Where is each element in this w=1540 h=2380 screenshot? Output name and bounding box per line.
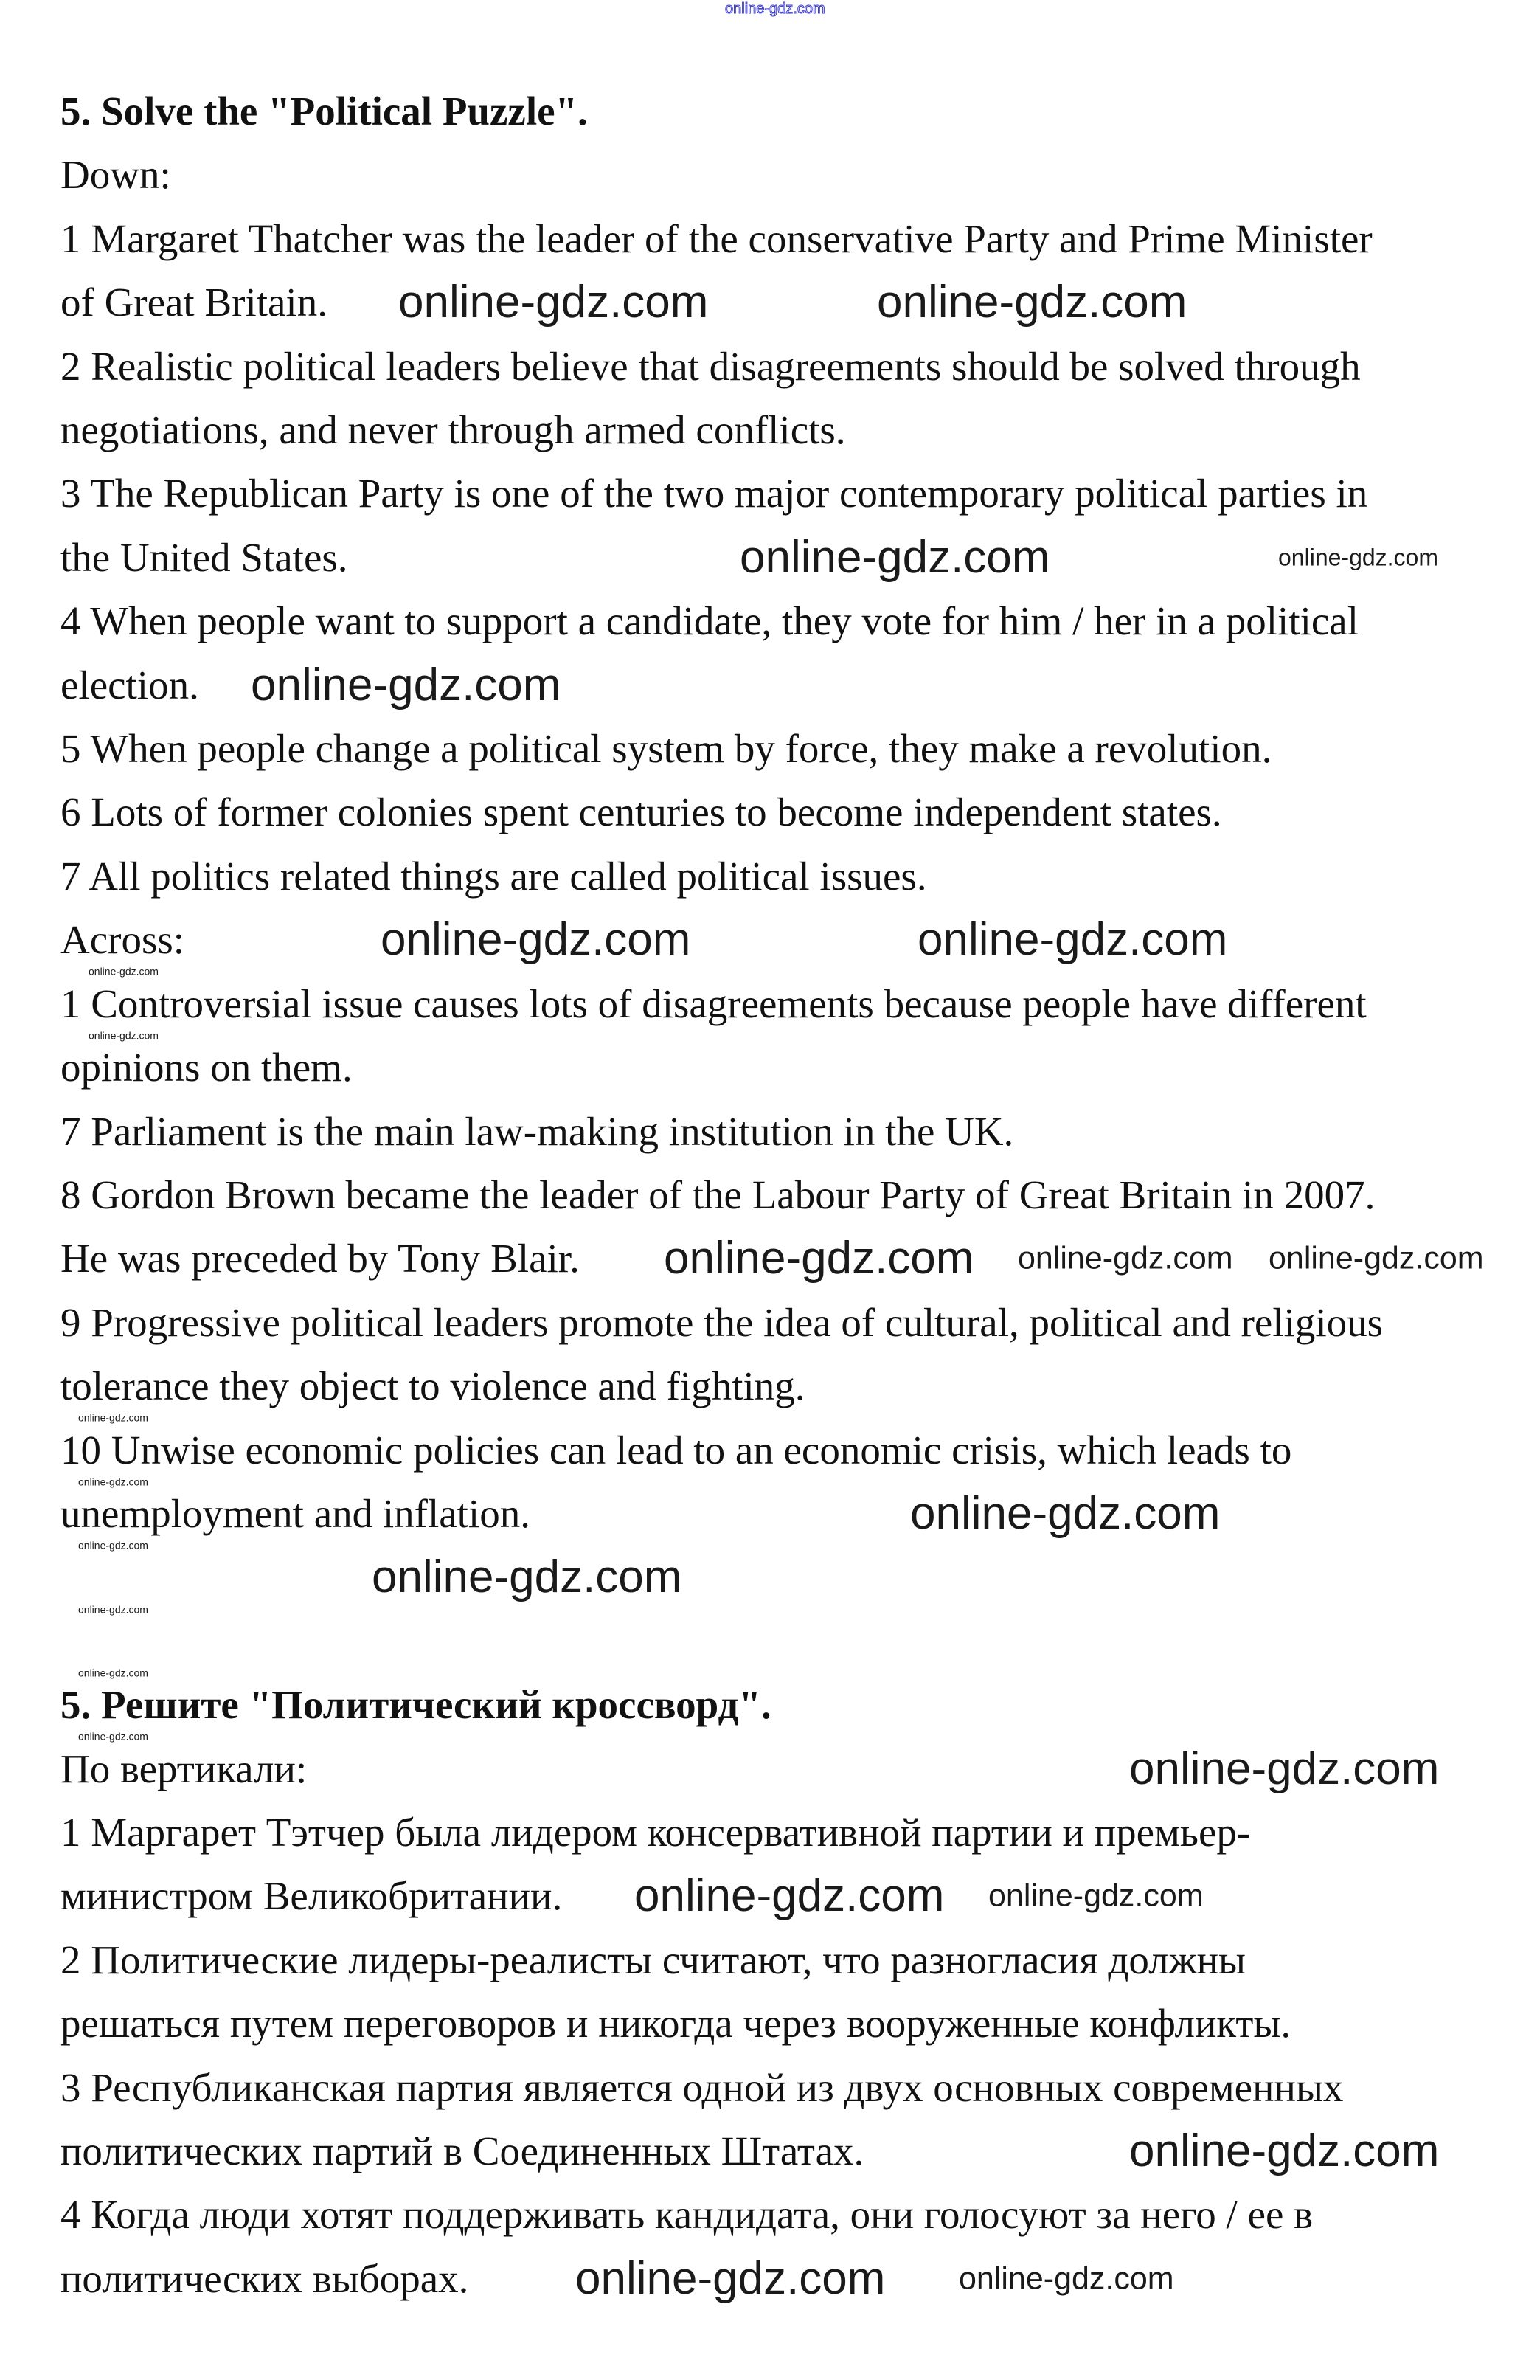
watermark: online-gdz.com bbox=[664, 1232, 974, 1284]
clue-line: 6 Lots of former colonies spent centuries to become independent states. bbox=[60, 789, 1222, 835]
watermark: online-gdz.com bbox=[1269, 1240, 1484, 1276]
clue-line: election. bbox=[60, 662, 199, 708]
clue-line: 1 Margaret Thatcher was the leader of the conservative Party and Prime Minister bbox=[60, 215, 1373, 261]
watermark: online-gdz.com bbox=[78, 1411, 148, 1424]
watermark: online-gdz.com bbox=[1129, 2125, 1440, 2176]
watermark: online-gdz.com bbox=[918, 913, 1228, 965]
clue-line: 8 Gordon Brown became the leader of the Labour Party of Great Britain in 2007. bbox=[60, 1172, 1376, 1217]
watermark: online-gdz.com bbox=[89, 1029, 159, 1042]
clue-line: 2 Политические лидеры-реалисты считают, что разногласия должны bbox=[60, 1937, 1246, 1982]
clue-line: the United States. bbox=[60, 534, 348, 580]
watermark: online-gdz.com bbox=[959, 2260, 1174, 2297]
clue-line: решаться путем переговоров и никогда через вооруженные конфликты. bbox=[60, 2001, 1291, 2047]
clue-line: 10 Unwise economic policies can lead to an economic crisis, which leads to bbox=[60, 1427, 1292, 1473]
watermark: online-gdz.com bbox=[634, 1869, 945, 1921]
clue-line: 7 Parliament is the main law-making institution in the UK. bbox=[60, 1108, 1014, 1154]
watermark: online-gdz.com bbox=[1018, 1240, 1233, 1276]
clue-line: политических партий в Соединенных Штатах. bbox=[60, 2128, 864, 2173]
watermark: online-gdz.com bbox=[988, 1878, 1204, 1914]
document-body bbox=[60, 80, 1506, 2311]
watermark: online-gdz.com bbox=[251, 659, 561, 710]
watermark: online-gdz.com bbox=[398, 276, 709, 328]
clue-line: opinions on them. bbox=[60, 1045, 353, 1090]
watermark: online-gdz.com bbox=[78, 1730, 148, 1743]
down-label-ru: По вертикали: bbox=[60, 1746, 308, 1791]
clue-line: 9 Progressive political leaders promote the idea of cultural, political and religious bbox=[60, 1299, 1384, 1345]
across-label-en: Across: bbox=[60, 917, 185, 963]
clue-line: unemployment and inflation. bbox=[60, 1490, 530, 1536]
clue-line: 1 Controversial issue causes lots of disagreements because people have different bbox=[60, 980, 1367, 1026]
clue-line: политических выборах. bbox=[60, 2255, 469, 2301]
watermark: online-gdz.com bbox=[381, 913, 691, 965]
section-title-ru: 5. Решите "Политический кроссворд". bbox=[60, 1682, 771, 1728]
watermark: online-gdz.com bbox=[78, 1539, 148, 1552]
watermark: online-gdz.com bbox=[372, 1551, 682, 1602]
watermark: online-gdz.com bbox=[1129, 1743, 1440, 1794]
watermark: online-gdz.com bbox=[910, 1487, 1221, 1539]
clue-line: 7 All politics related things are called political issues. bbox=[60, 853, 927, 899]
clue-line: of Great Britain. bbox=[60, 280, 327, 325]
down-label-en: Down: bbox=[60, 152, 171, 198]
watermark-top: online-gdz.com bbox=[725, 1, 825, 17]
watermark: online-gdz.com bbox=[78, 1476, 148, 1488]
watermark: online-gdz.com bbox=[78, 1667, 148, 1679]
clue-line: министром Великобритании. bbox=[60, 1873, 563, 1919]
clue-line: 3 The Republican Party is one of the two major contemporary political parties in bbox=[60, 471, 1368, 516]
clue-line: 4 Когда люди хотят поддерживать кандидата, они голосуют за него / ее в bbox=[60, 2192, 1314, 2238]
clue-line: 5 When people change a political system by force, they make a revolution. bbox=[60, 726, 1272, 772]
clue-line: 3 Республиканская партия является одной из двух основных современных bbox=[60, 2064, 1344, 2110]
watermark: online-gdz.com bbox=[740, 531, 1050, 583]
watermark: online-gdz.com bbox=[877, 276, 1187, 328]
clue-line: 2 Realistic political leaders believe that disagreements should be solved through bbox=[60, 343, 1361, 389]
clue-line: negotiations, and never through armed conflicts. bbox=[60, 407, 846, 453]
watermark: online-gdz.com bbox=[78, 1603, 148, 1616]
clue-line: He was preceded by Tony Blair. bbox=[60, 1236, 580, 1281]
watermark: online-gdz.com bbox=[575, 2252, 886, 2304]
watermark: online-gdz.com bbox=[1278, 544, 1438, 571]
clue-line: 4 When people want to support a candidate, they vote for him / her in a political bbox=[60, 598, 1359, 644]
watermark: online-gdz.com bbox=[89, 965, 159, 978]
clue-line: 1 Маргарет Тэтчер была лидером консервативной партии и премьер- bbox=[60, 1809, 1251, 1855]
section-title-en: 5. Solve the "Political Puzzle". bbox=[60, 89, 588, 134]
clue-line: tolerance they object to violence and fighting. bbox=[60, 1363, 805, 1409]
